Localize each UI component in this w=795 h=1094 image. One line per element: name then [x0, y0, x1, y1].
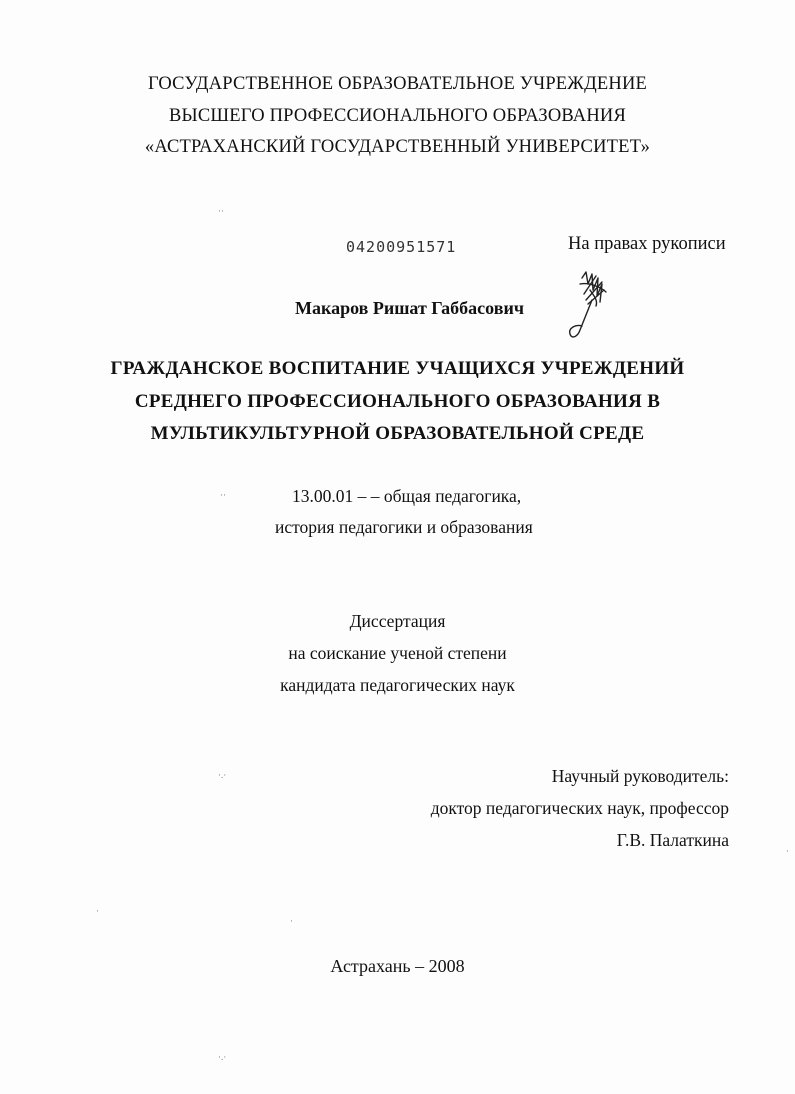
dissertation-line-3: кандидата педагогических наук — [280, 675, 515, 695]
manuscript-rights: На правах рукописи — [568, 234, 726, 254]
scan-speck: ·· — [220, 490, 226, 500]
dissertation-line-2: на соискание ученой степени — [288, 643, 507, 663]
scan-speck: ·.· — [218, 770, 227, 780]
supervisor-name: Г.В. Палаткина — [616, 830, 729, 850]
title-line-1: ГРАЖДАНСКОЕ ВОСПИТАНИЕ УЧАЩИХСЯ УЧРЕЖДЕНИЙ — [110, 358, 685, 379]
scan-speck: ·· — [218, 206, 224, 216]
specialty-line-2: история педагогики и образования — [275, 517, 533, 537]
institution-line-3: «АСТРАХАНСКИЙ ГОСУДАРСТВЕННЫЙ УНИВЕРСИТЕТ» — [144, 137, 651, 157]
city-year: Астрахань – 2008 — [330, 956, 465, 976]
title-line-3: МУЛЬТИКУЛЬТУРНОЙ ОБРАЗОВАТЕЛЬНОЙ СРЕДЕ — [150, 423, 645, 444]
registry-number: 04200951571 — [346, 238, 457, 256]
specialty-line-1: 13.00.01 – – общая педагогика, — [292, 486, 522, 506]
signature-icon — [562, 270, 622, 342]
institution-line-1: ГОСУДАРСТВЕННОЕ ОБРАЗОВАТЕЛЬНОЕ УЧРЕЖДЕНИЕ — [147, 74, 648, 94]
title-line-2: СРЕДНЕГО ПРОФЕССИОНАЛЬНОГО ОБРАЗОВАНИЯ В — [134, 391, 661, 412]
scan-speck: · — [290, 916, 293, 926]
supervisor-degree: доктор педагогических наук, профессор — [430, 798, 729, 818]
institution-line-2: ВЫСШЕГО ПРОФЕССИОНАЛЬНОГО ОБРАЗОВАНИЯ — [168, 106, 627, 126]
scan-speck: · — [96, 906, 99, 916]
dissertation-line-1: Диссертация — [349, 611, 446, 631]
author-name: Макаров Ришат Габбасович — [295, 298, 524, 318]
supervisor-label: Научный руководитель: — [551, 766, 729, 786]
scan-speck: ·.· — [218, 1052, 227, 1062]
scan-speck: · — [786, 846, 789, 856]
